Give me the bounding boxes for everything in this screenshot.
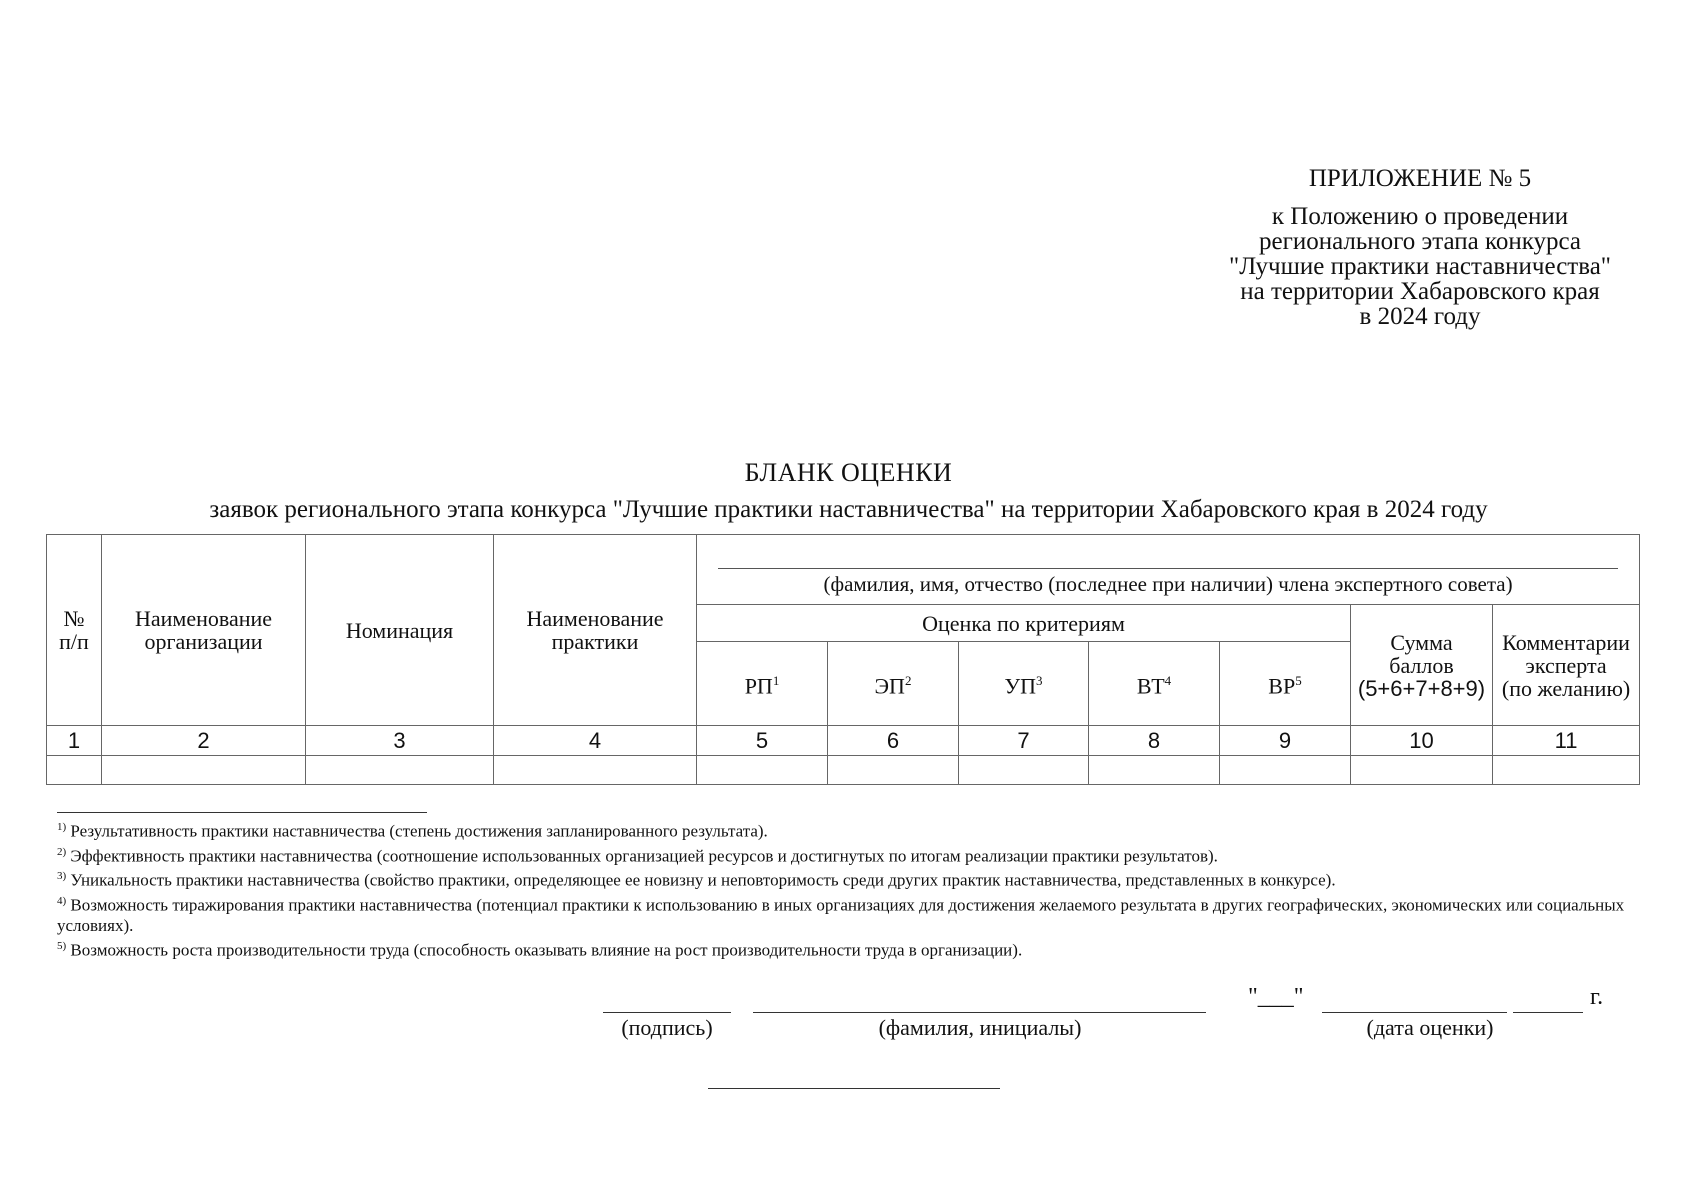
criterion-up: $УП^3$ (959, 642, 1089, 726)
signature-line[interactable] (603, 1012, 731, 1013)
table-cell[interactable] (1351, 756, 1493, 785)
table-cell[interactable] (102, 756, 306, 785)
appendix-number: ПРИЛОЖЕНИЕ № 5 (1308, 165, 1532, 192)
expert-name-caption: (фамилия, имя, отчество (последнее при наличии) члена экспертного совета) (823, 572, 1513, 596)
criteria-header: Оценка по критериям (697, 605, 1351, 642)
expert-name-line (718, 568, 1618, 569)
header-expert-comment: Комментарии эксперта (по желанию) (1493, 605, 1640, 726)
year-suffix: г. (1590, 984, 1604, 1010)
footnote-item: $^{3)}$ Уникальность практики наставничества (свойство практики, определяющее ее новизну и неповторимость среди других практик наставничества, представленных в конкурсе). (57, 870, 1336, 890)
date-year-line[interactable] (1513, 1012, 1583, 1013)
footnote-separator (57, 812, 427, 813)
criterion-ep: $ЭП^2$ (828, 642, 959, 726)
form-title: БЛАНК ОЦЕНКИ (744, 458, 953, 487)
column-number: 7 (959, 726, 1089, 756)
column-number: 5 (697, 726, 828, 756)
footnote-item: $^{4)}$ Возможность тиражирования практики наставничества (потенциал практики к использованию в иных организациях для достижения желаемого результата в других географических, экономических или социальных условиях). (57, 894, 1625, 935)
table-cell[interactable] (1493, 756, 1640, 785)
date-label: (дата оценки) (1366, 1015, 1494, 1040)
evaluation-table (46, 534, 1640, 785)
table-cell[interactable] (1220, 756, 1351, 785)
table-cell[interactable] (959, 756, 1089, 785)
appendix-line: в 2024 году (1359, 303, 1481, 330)
column-number: 1 (47, 726, 102, 756)
column-number: 8 (1089, 726, 1220, 756)
footnote-item: $^{5)}$ Возможность роста производительности труда (способность оказывать влияние на рост производительности труда в организации). (57, 939, 1023, 960)
footnote-item: $^{2)}$ Эффективность практики наставничества (соотношение использованных организацией ресурсов и достигнутых по итогам реализации практики результатов). (57, 845, 1218, 866)
criterion-vt: $ВТ^4$ (1089, 642, 1220, 726)
table-cell[interactable] (697, 756, 828, 785)
form-subtitle: заявок регионального этапа конкурса "Лучшие практики наставничества" на территории Хабаровского края в 2024 году (209, 496, 1488, 523)
column-number: 2 (102, 726, 306, 756)
table-cell[interactable] (494, 756, 697, 785)
table-cell[interactable] (306, 756, 494, 785)
header-nomination: Номинация (306, 535, 494, 726)
header-row-number: № п/п (47, 535, 102, 726)
header-practice: Наименование практики (494, 535, 697, 726)
column-number: 9 (1220, 726, 1351, 756)
criterion-vr: $ВР^5$ (1220, 642, 1351, 726)
column-number: 4 (494, 726, 697, 756)
criterion-rp: $РП^1$ (697, 642, 828, 726)
signature-label: (подпись) (621, 1015, 713, 1040)
appendix-line: на территории Хабаровского края (1240, 278, 1600, 305)
column-number: 11 (1493, 726, 1640, 756)
footnotes (57, 817, 1657, 960)
expert-name-field[interactable] (697, 535, 1640, 605)
header-score-sum: Сумма баллов (5+6+7+8+9) (1351, 605, 1493, 726)
name-label: (фамилия, инициалы) (878, 1015, 1082, 1040)
bottom-line[interactable] (708, 1088, 1000, 1089)
name-line[interactable] (753, 1012, 1206, 1013)
table-cell[interactable] (1089, 756, 1220, 785)
table-cell[interactable] (47, 756, 102, 785)
header-organization: Наименование организации (102, 535, 306, 726)
date-day-field[interactable]: "___" (1248, 984, 1304, 1010)
appendix-line: к Положению о проведении (1271, 203, 1569, 230)
appendix-line: "Лучшие практики наставничества" (1228, 253, 1611, 280)
appendix-line: регионального этапа конкурса (1258, 228, 1582, 255)
column-number: 6 (828, 726, 959, 756)
appendix-header (1150, 166, 1690, 329)
footnote-item: $^{1)}$ Результативность практики наставничества (степень достижения запланированного результата). (57, 821, 768, 841)
table-cell[interactable] (828, 756, 959, 785)
date-month-line[interactable] (1322, 1012, 1507, 1013)
column-number: 3 (306, 726, 494, 756)
table-row (47, 756, 1640, 785)
column-number: 10 (1351, 726, 1493, 756)
column-number-row (47, 726, 1640, 756)
